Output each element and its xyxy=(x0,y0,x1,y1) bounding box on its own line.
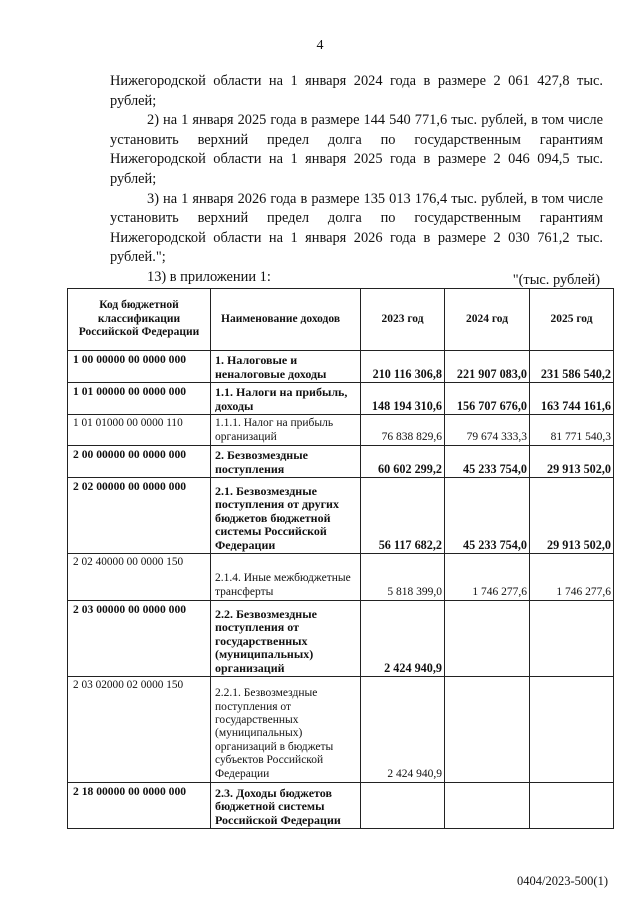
units-label: "(тыс. рублей) xyxy=(512,272,600,288)
paragraph-item-3: 3) на 1 января 2026 года в размере 135 013 176,4 тыс. рублей, в том числе установить верхний предел долга по государственным гарантиям Нижегородской области на 1 января 2026 года в размере 2 030 761,2 тыс. рублей."; xyxy=(110,190,603,266)
row-value-2023: 2 424 940,9 xyxy=(361,677,445,783)
row-value-2025: 29 913 502,0 xyxy=(530,446,614,478)
table-row xyxy=(68,478,614,554)
budget-revenue-table xyxy=(67,288,614,829)
row-name: 2.2. Безвозмездные поступления от государственных (муниципальных) организаций xyxy=(211,601,361,677)
row-value-2023: 5 818 399,0 xyxy=(361,554,445,601)
row-value-2025: 163 744 161,6 xyxy=(530,383,614,415)
header-name: Наименование доходов xyxy=(211,289,361,351)
table-row xyxy=(68,383,614,415)
table-row xyxy=(68,677,614,783)
row-value-2024: 45 233 754,0 xyxy=(445,446,530,478)
row-value-2025: 29 913 502,0 xyxy=(530,478,614,554)
row-value-2023: 148 194 310,6 xyxy=(361,383,445,415)
row-value-2024: 156 707 676,0 xyxy=(445,383,530,415)
row-name: 1.1.1. Налог на прибыль организаций xyxy=(211,415,361,446)
row-value-2025 xyxy=(530,601,614,677)
row-value-2024 xyxy=(445,601,530,677)
row-name: 1. Налоговые и неналоговые доходы xyxy=(211,351,361,383)
row-value-2024: 45 233 754,0 xyxy=(445,478,530,554)
header-2025: 2025 год xyxy=(530,289,614,351)
row-name: 2.1.4. Иные межбюджетные трансферты xyxy=(211,554,361,601)
header-code: Код бюджетной классификации Российской Федерации xyxy=(68,289,211,351)
row-value-2025: 1 746 277,6 xyxy=(530,554,614,601)
body-text xyxy=(110,72,603,288)
row-value-2024 xyxy=(445,783,530,829)
row-value-2023: 2 424 940,9 xyxy=(361,601,445,677)
paragraph-continuation: Нижегородской области на 1 января 2024 года в размере 2 061 427,8 тыс. рублей; xyxy=(110,73,603,109)
table-row xyxy=(68,415,614,446)
row-name: 2. Безвозмездные поступления xyxy=(211,446,361,478)
row-code: 2 18 00000 00 0000 000 xyxy=(68,783,211,829)
row-value-2025 xyxy=(530,677,614,783)
table-row xyxy=(68,554,614,601)
row-value-2023: 76 838 829,6 xyxy=(361,415,445,446)
table-row xyxy=(68,351,614,383)
page-number: 4 xyxy=(316,38,324,53)
table-header-row xyxy=(68,289,614,351)
row-value-2023 xyxy=(361,783,445,829)
row-name: 1.1. Налоги на прибыль, доходы xyxy=(211,383,361,415)
row-value-2025: 81 771 540,3 xyxy=(530,415,614,446)
header-2023: 2023 год xyxy=(361,289,445,351)
row-name: 2.3. Доходы бюджетов бюджетной системы Российской Федерации xyxy=(211,783,361,829)
table-row xyxy=(68,446,614,478)
row-value-2023: 210 116 306,8 xyxy=(361,351,445,383)
table-row xyxy=(68,601,614,677)
row-code: 2 03 00000 00 0000 000 xyxy=(68,601,211,677)
row-code: 2 02 00000 00 0000 000 xyxy=(68,478,211,554)
row-code: 1 01 00000 00 0000 000 xyxy=(68,383,211,415)
row-code: 2 03 02000 02 0000 150 xyxy=(68,677,211,783)
row-value-2024: 79 674 333,3 xyxy=(445,415,530,446)
row-value-2024: 1 746 277,6 xyxy=(445,554,530,601)
row-name: 2.2.1. Безвозмездные поступления от государственных (муниципальных) организаций в бюджеты субъектов Российской Федерации xyxy=(211,677,361,783)
paragraph-item-13: 13) в приложении 1: xyxy=(147,268,271,285)
row-value-2025: 231 586 540,2 xyxy=(530,351,614,383)
row-value-2025 xyxy=(530,783,614,829)
document-code: 0404/2023-500(1) xyxy=(517,874,608,888)
table-row xyxy=(68,783,614,829)
row-value-2023: 56 117 682,2 xyxy=(361,478,445,554)
header-2024: 2024 год xyxy=(445,289,530,351)
row-code: 1 00 00000 00 0000 000 xyxy=(68,351,211,383)
row-code: 1 01 01000 00 0000 110 xyxy=(68,415,211,446)
row-value-2024 xyxy=(445,677,530,783)
row-name: 2.1. Безвозмездные поступления от других бюджетов бюджетной системы Российской Федерации xyxy=(211,478,361,554)
row-value-2023: 60 602 299,2 xyxy=(361,446,445,478)
row-value-2024: 221 907 083,0 xyxy=(445,351,530,383)
paragraph-item-2: 2) на 1 января 2025 года в размере 144 540 771,6 тыс. рублей, в том числе установить верхний предел долга по государственным гарантиям Нижегородской области на 1 января 2025 года в размере 2 046 094,5 тыс. рублей; xyxy=(110,112,603,187)
row-code: 2 02 40000 00 0000 150 xyxy=(68,554,211,601)
row-code: 2 00 00000 00 0000 000 xyxy=(68,446,211,478)
